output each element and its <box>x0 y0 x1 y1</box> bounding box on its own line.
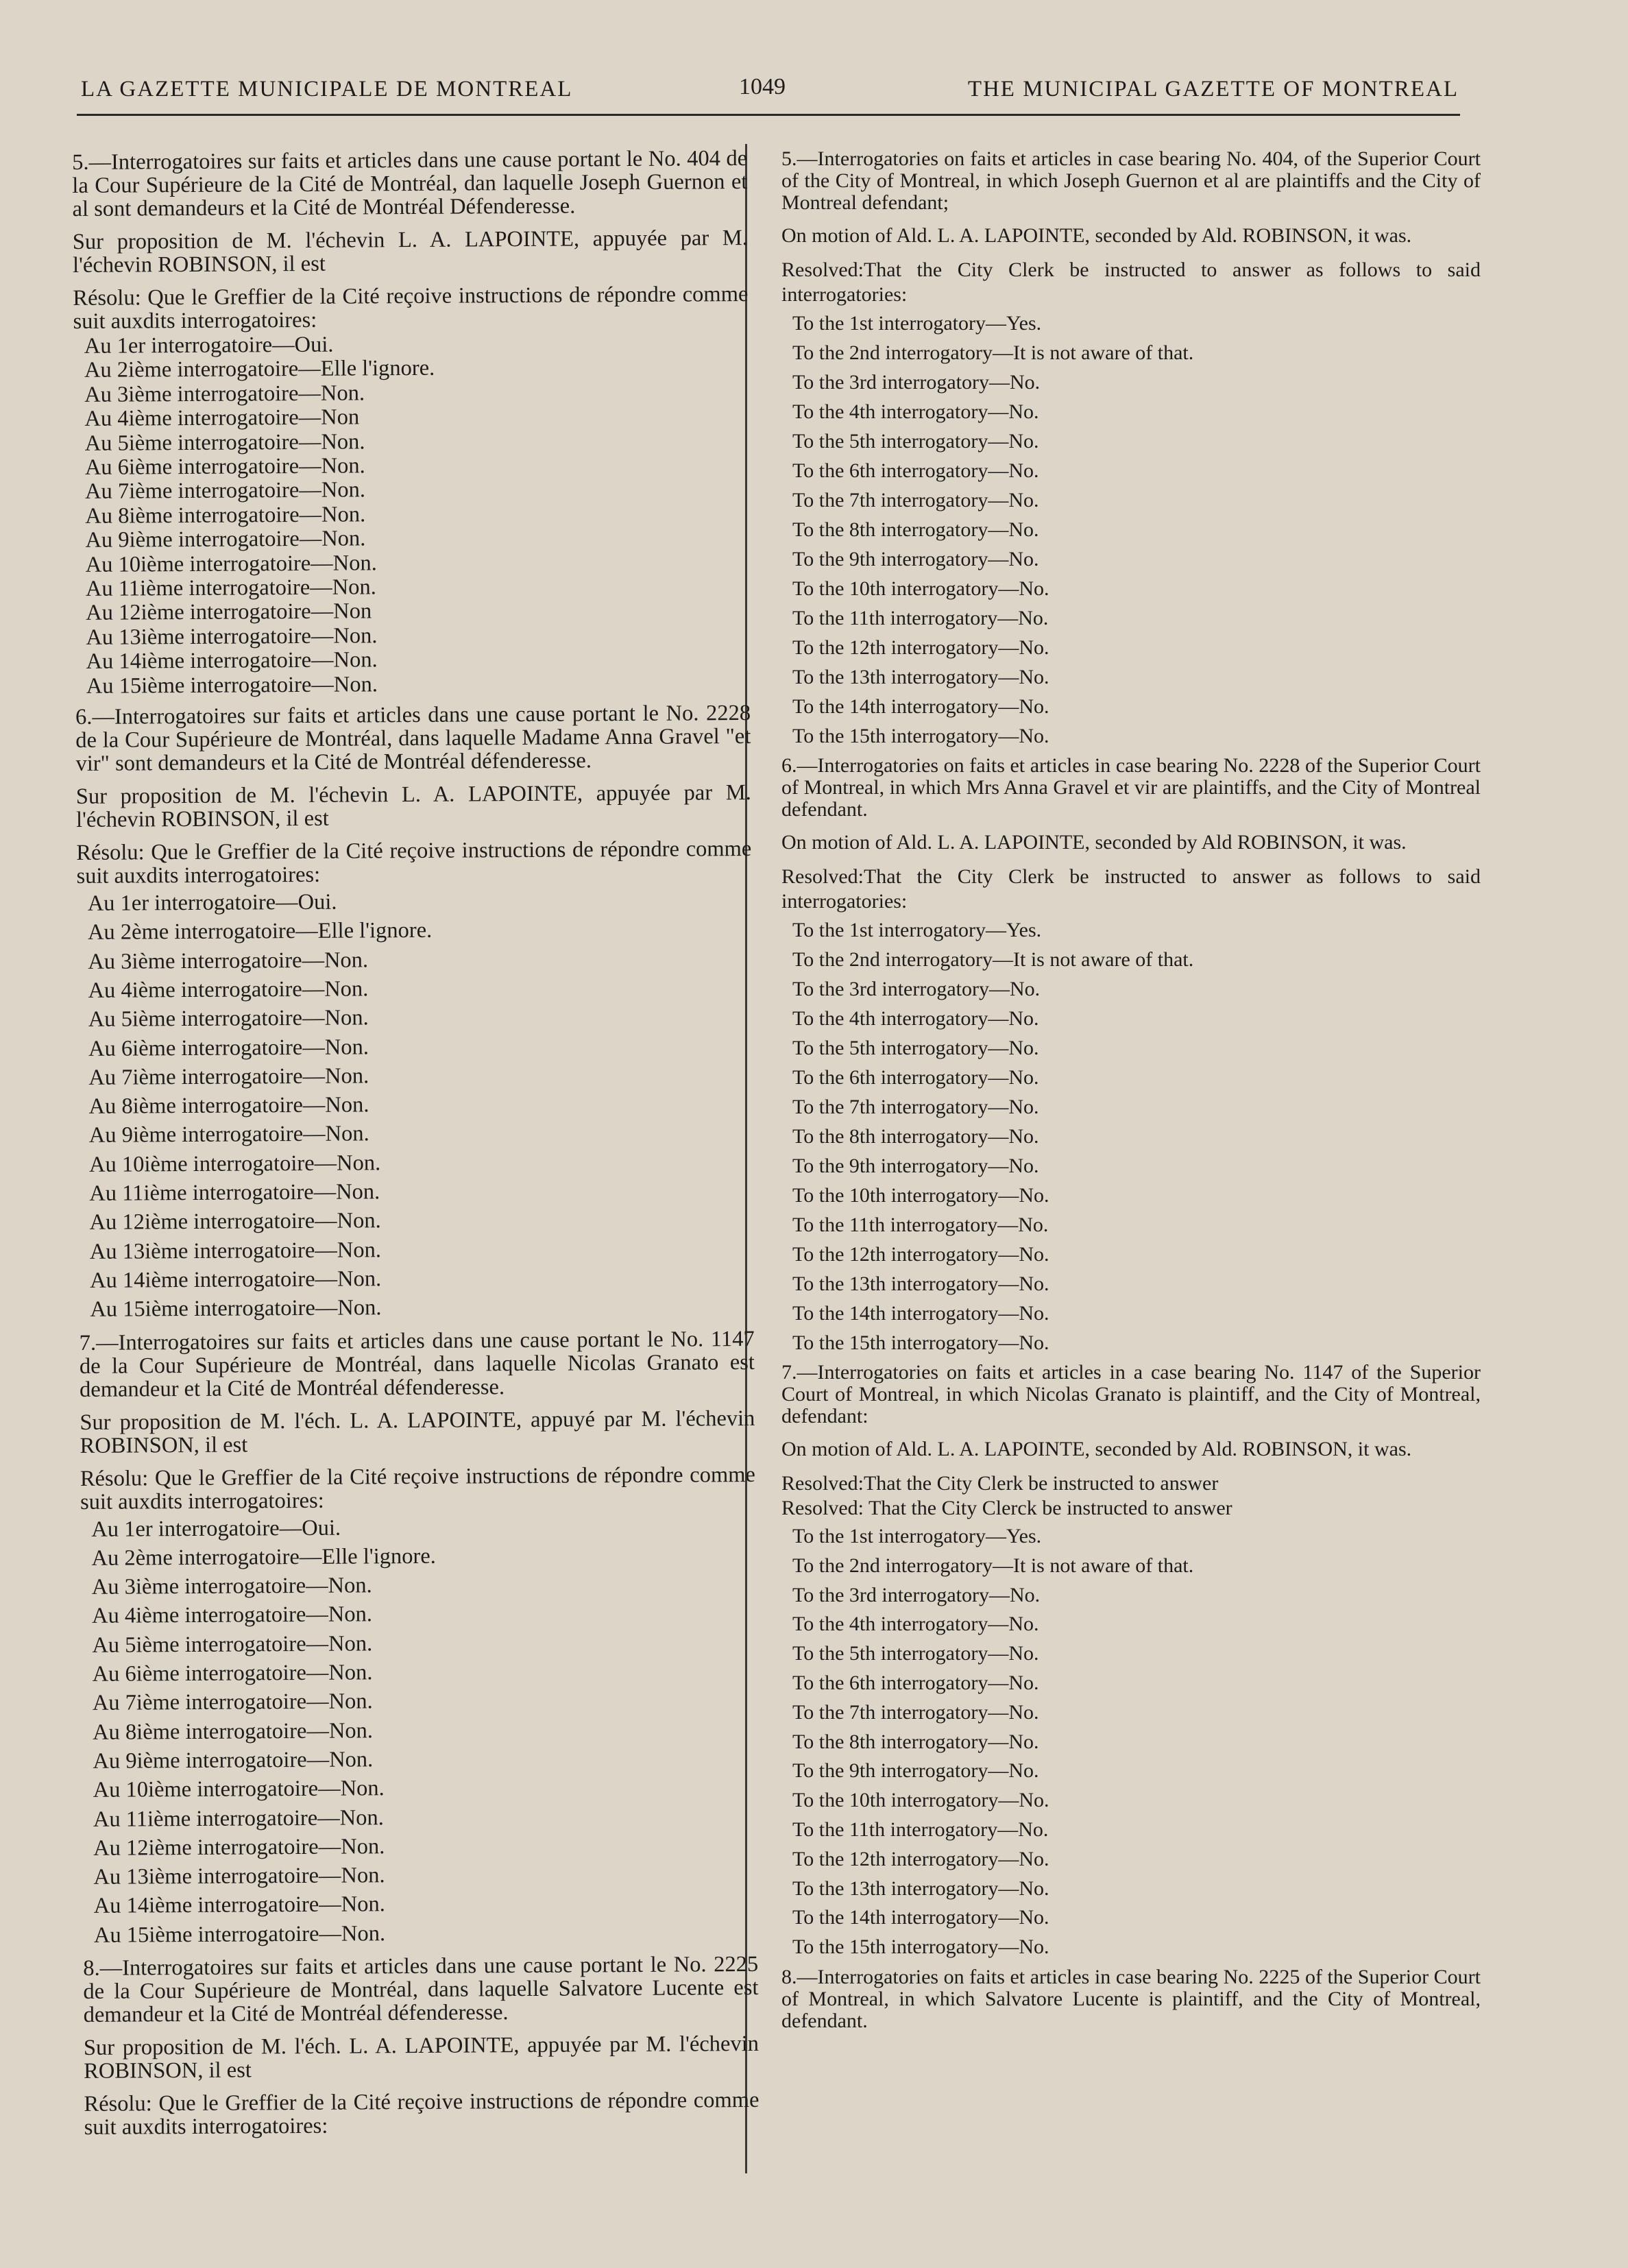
answer-item: Au 2ième interrogatoire—Elle l'ignore. <box>84 356 435 383</box>
motion-text: On motion of Ald. L. A. LAPOINTE, seconded by Ald. ROBINSON, it was. <box>781 224 1412 247</box>
resolution-text: Résolu: Que le Greffier de la Cité reçoive instructions de répondre comme suit auxdits interrogatoires: <box>80 1462 755 1515</box>
answer-item: Au 11ième interrogatoire—Non. <box>89 1179 380 1206</box>
answer-item: To the 5th interrogatory—No. <box>792 430 1039 453</box>
answer-item: To the 11th interrogatory—No. <box>792 1818 1049 1841</box>
answer-item: To the 5th interrogatory—No. <box>792 1037 1039 1059</box>
english-section-6 <box>781 755 1481 1358</box>
answer-item: To the 12th interrogatory—No. <box>792 1243 1049 1266</box>
answer-item: Au 5ième interrogatoire—Non. <box>84 429 365 456</box>
answer-item: Au 3ième interrogatoire—Non. <box>88 948 369 974</box>
answer-item: To the 14th interrogatory—No. <box>792 1302 1049 1325</box>
answer-item: To the 2nd interrogatory—It is not aware of that. <box>792 1554 1194 1577</box>
resolution-text: Resolved:That the City Clerk be instructed to answer Resolved: That the City Clerck be instructed to answer <box>781 1472 1232 1519</box>
english-column <box>781 144 1481 2032</box>
answer-item: To the 5th interrogatory—No. <box>792 1642 1039 1665</box>
answer-item: Au 4ième interrogatoire—Non. <box>88 976 369 1003</box>
answer-item: Au 5ième interrogatoire—Non. <box>92 1631 373 1658</box>
answer-item: Au 14ième interrogatoire—Non. <box>93 1892 385 1919</box>
answer-item: Au 8ième interrogatoire—Non. <box>85 502 366 529</box>
answer-item: Au 13ième interrogatoire—Non. <box>89 1237 382 1264</box>
answer-item: To the 13th interrogatory—No. <box>792 1877 1049 1900</box>
answer-item: To the 8th interrogatory—No. <box>792 518 1039 541</box>
answer-item: To the 10th interrogatory—No. <box>792 577 1049 600</box>
answer-item: Au 4ième interrogatoire—Non <box>84 405 360 432</box>
answer-item: To the 14th interrogatory—No. <box>792 695 1049 718</box>
answer-item: To the 8th interrogatory—No. <box>792 1125 1039 1148</box>
answer-item: To the 11th interrogatory—No. <box>792 1214 1049 1236</box>
answer-item: Au 7ième interrogatoire—Non. <box>84 477 366 505</box>
motion-text: Sur proposition de M. l'échevin L. A. LAPOINTE, appuyée par M. l'échevin ROBINSON, il est <box>75 780 751 833</box>
answer-item: Au 12ième interrogatoire—Non. <box>89 1208 381 1235</box>
motion-text: Sur proposition de M. l'échevin L. A. LAPOINTE, appuyée par M. l'échevin ROBINSON, il est <box>72 225 748 278</box>
answer-item: Au 3ième interrogatoire—Non. <box>91 1573 372 1600</box>
answer-item: Au 7ième interrogatoire—Non. <box>88 1063 369 1090</box>
answer-item: To the 13th interrogatory—No. <box>792 1272 1049 1295</box>
answer-item: Au 9ième interrogatoire—Non. <box>93 1747 374 1774</box>
answer-item: Au 9ième interrogatoire—Non. <box>85 526 366 553</box>
answer-item: To the 6th interrogatory—No. <box>792 1671 1039 1694</box>
answer-item: To the 1st interrogatory—Yes. <box>792 312 1042 335</box>
resolution-text: Resolved:That the City Clerk be instructed to answer as follows to said interrogatories: <box>781 865 1481 913</box>
section-heading: 7.—Interrogatoires sur faits et articles dans une cause portant le No. 1147 de la Cour Supérieure de Montréal, dans laquelle Nicolas Granato est demandeur et la Cité de Montréal défenderesse. <box>79 1326 755 1402</box>
answer-item: Au 4ième interrogatoire—Non. <box>92 1602 373 1629</box>
motion-text: Sur proposition de M. l'éch. L. A. LAPOINTE, appuyée par M. l'échevin ROBINSON, il est <box>83 2031 760 2084</box>
section-heading: 6.—Interrogatoires sur faits et articles dans une cause portant le No. 2228 de la Cour Supérieure de Montréal, dans laquelle Madame Anna Gravel "et vir" sont demandeurs et la Cité de Montréal défenderesse. <box>75 701 751 777</box>
answer-item: To the 8th interrogatory—No. <box>792 1730 1039 1753</box>
answer-item: To the 9th interrogatory—No. <box>792 1759 1039 1783</box>
english-section-7 <box>781 1362 1481 1962</box>
answer-item: To the 9th interrogatory—No. <box>792 1155 1039 1177</box>
answer-item: Au 15ième interrogatoire—Non. <box>90 1295 382 1323</box>
answer-item: To the 2nd interrogatory—It is not aware of that. <box>792 948 1194 971</box>
answer-item: Au 14ième interrogatoire—Non. <box>90 1266 382 1293</box>
answer-item: Au 14ième interrogatoire—Non. <box>86 647 378 675</box>
french-column <box>72 140 760 2140</box>
section-heading: 5.—Interrogatoires sur faits et articles dans une cause portant le No. 404 de la Cour Supérieure de la Cité de Montréal, dan laquelle Joseph Guernon et al sont demandeurs et la Cité de Montréal Défenderesse. <box>72 145 748 221</box>
answer-item: Au 3ième interrogatoire—Non. <box>84 381 365 407</box>
answer-item: To the 4th interrogatory—No. <box>792 1613 1039 1636</box>
answer-item: To the 15th interrogatory—No. <box>792 1935 1049 1959</box>
answer-item: Au 11ième interrogatoire—Non. <box>93 1805 384 1832</box>
answer-item: Au 2ème interrogatoire—Elle l'ignore. <box>87 918 433 945</box>
answer-item: Au 12ième interrogatoire—Non. <box>93 1834 385 1861</box>
answer-item: Au 11ième interrogatoire—Non. <box>85 575 376 601</box>
resolution-text: Résolu: Que le Greffier de la Cité reçoive instructions de répondre comme suit auxdits interrogatoires: <box>76 836 752 889</box>
answer-item: To the 12th interrogatory—No. <box>792 1847 1049 1870</box>
answer-item: To the 6th interrogatory—No. <box>792 459 1039 482</box>
answer-item: To the 1st interrogatory—Yes. <box>792 1525 1042 1547</box>
answer-item: To the 13th interrogatory—No. <box>792 666 1049 688</box>
answer-item: Au 6ième interrogatoire—Non. <box>88 1034 369 1061</box>
french-section-7 <box>80 1327 758 1949</box>
answer-item: To the 4th interrogatory—No. <box>792 400 1039 423</box>
answer-item: To the 12th interrogatory—No. <box>792 636 1049 659</box>
answer-item: To the 1st interrogatory—Yes. <box>792 919 1042 941</box>
french-section-6 <box>75 701 754 1324</box>
answer-item: To the 7th interrogatory—No. <box>792 1096 1039 1118</box>
answer-item: To the 6th interrogatory—No. <box>792 1066 1039 1089</box>
french-section-5 <box>72 147 751 699</box>
answer-item: Au 9ième interrogatoire—Non. <box>88 1121 369 1148</box>
answer-item: To the 15th interrogatory—No. <box>792 1331 1049 1354</box>
answer-item: To the 7th interrogatory—No. <box>792 1700 1039 1724</box>
answer-item: To the 2nd interrogatory—It is not aware of that. <box>792 341 1194 364</box>
resolution-text: Resolved:That the City Clerk be instructed to answer as follows to said interrogatories: <box>781 258 1481 306</box>
answer-item: Au 12ième interrogatoire—Non <box>86 599 372 626</box>
answer-item: To the 3rd interrogatory—No. <box>792 1583 1041 1606</box>
page-header <box>81 71 1459 110</box>
answer-item: Au 10ième interrogatoire—Non. <box>93 1776 385 1803</box>
answer-item: To the 3rd interrogatory—No. <box>792 978 1041 1000</box>
answer-item: To the 4th interrogatory—No. <box>792 1007 1039 1030</box>
answer-item: Au 7ième interrogatoire—Non. <box>92 1689 373 1716</box>
answer-item: Au 15ième interrogatoire—Non. <box>93 1920 386 1948</box>
answer-item: Au 2ème interrogatoire—Elle l'ignore. <box>91 1543 436 1571</box>
motion-text: Sur proposition de M. l'éch. L. A. LAPOINTE, appuyé par M. l'échevin ROBINSON, il est <box>80 1406 755 1458</box>
answer-item: Au 10ième interrogatoire—Non. <box>85 550 377 577</box>
answer-item: Au 1er interrogatoire—Oui. <box>91 1515 341 1542</box>
header-french-title: LA GAZETTE MUNICIPALE DE MONTREAL <box>81 77 573 101</box>
answer-item: Au 8ième interrogatoire—Non. <box>88 1092 369 1120</box>
english-section-5 <box>781 148 1481 751</box>
answer-item: To the 11th interrogatory—No. <box>792 607 1049 629</box>
answer-item: Au 5ième interrogatoire—Non. <box>88 1005 369 1033</box>
french-section-8 <box>83 1953 760 2139</box>
answer-item: Au 1er interrogatoire—Oui. <box>87 889 337 916</box>
answer-item: To the 10th interrogatory—No. <box>792 1789 1049 1812</box>
section-heading: 7.—Interrogatories on faits et articles in a case bearing No. 1147 of the Superior Court of Montreal, in which Nicolas Granato is plaintiff, and the City of Montreal, defendant: <box>781 1361 1481 1427</box>
answer-item: To the 15th interrogatory—No. <box>792 725 1049 747</box>
answer-item: Au 15ième interrogatoire—Non. <box>86 671 378 699</box>
answer-item: To the 10th interrogatory—No. <box>792 1184 1049 1207</box>
section-heading: 6.—Interrogatories on faits et articles in case bearing No. 2228 of the Superior Court of Montreal, in which Mrs Anna Gravel et vir are plaintiffs, and the City of Montreal defendant. <box>781 754 1481 821</box>
answer-item: Au 1er interrogatoire—Oui. <box>84 332 334 359</box>
section-heading: 8.—Interrogatories on faits et articles in case bearing No. 2225 of the Superior Court of Montreal, in which Salvatore Lucente is plaintiff, and the City of Montreal, defendant. <box>781 1965 1481 2032</box>
english-section-8 <box>781 1966 1481 2032</box>
answer-item: Au 6ième interrogatoire—Non. <box>84 453 365 480</box>
answer-item: To the 14th interrogatory—No. <box>792 1906 1049 1929</box>
answer-item: Au 6ième interrogatoire—Non. <box>92 1660 373 1687</box>
answer-item: Au 10ième interrogatoire—Non. <box>88 1150 381 1177</box>
answer-item: Au 13ième interrogatoire—Non. <box>93 1863 385 1890</box>
header-english-title: THE MUNICIPAL GAZETTE OF MONTREAL <box>967 77 1459 101</box>
motion-text: On motion of Ald. L. A. LAPOINTE, seconded by Ald ROBINSON, it was. <box>781 831 1407 854</box>
answer-item: To the 9th interrogatory—No. <box>792 548 1039 570</box>
section-heading: 5.—Interrogatories on faits et articles in case bearing No. 404, of the Superior Court of the City of Montreal, in which Joseph Guernon et al are plaintiffs and the City of Montreal defendant; <box>781 147 1481 214</box>
answer-item: To the 7th interrogatory—No. <box>792 489 1039 511</box>
page-number: 1049 <box>739 74 786 99</box>
answer-item: Au 8ième interrogatoire—Non. <box>93 1717 374 1745</box>
header-rule <box>77 114 1460 116</box>
answer-item: Au 13ième interrogatoire—Non. <box>86 623 378 650</box>
resolution-text: Résolu: Que le Greffier de la Cité reçoive instructions de répondre comme suit auxdits interrogatoires: <box>84 2087 760 2140</box>
resolution-text: Résolu: Que le Greffier de la Cité reçoive instructions de répondre comme suit auxdits interrogatoires: <box>73 281 749 334</box>
answer-item: To the 3rd interrogatory—No. <box>792 371 1041 394</box>
motion-text: On motion of Ald. L. A. LAPOINTE, seconded by Ald. ROBINSON, it was. <box>781 1438 1412 1460</box>
section-heading: 8.—Interrogatoires sur faits et articles dans une cause portant le No. 2225 de la Cour Supérieure de Montréal, dans laquelle Salvatore Lucente est demandeur et la Cité de Montréal défenderesse. <box>83 1951 759 2027</box>
